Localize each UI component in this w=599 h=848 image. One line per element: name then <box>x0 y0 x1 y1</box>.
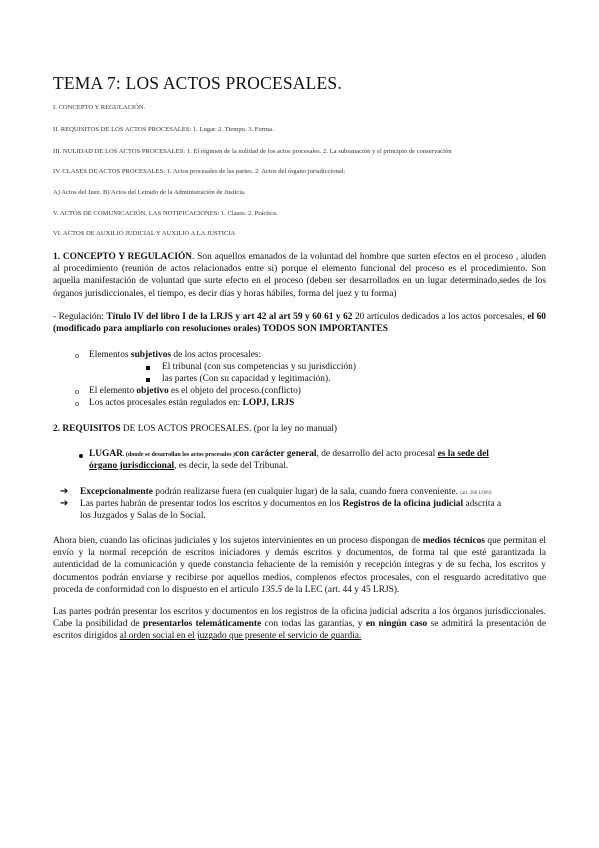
page-title: TEMA 7: LOS ACTOS PROCESALES. <box>53 73 342 93</box>
regulation-label: - Regulación: <box>53 312 107 322</box>
bullet-bold: objetivo <box>136 386 169 396</box>
bullet-bold: LOPJ, LRJS <box>242 398 295 408</box>
arrow-item-text: Las partes habrán de presentar todos los escritos y documentos en los <box>80 499 343 509</box>
section-2-heading-rest: DE LOS ACTOS PROCESALES. (por la ley no manual) <box>120 424 338 434</box>
lugar-note: . (donde se desarrollan los actos procesales ) <box>122 452 235 458</box>
arrow-item-2-cont: los Juzgados y Salas de lo Social. <box>80 511 206 521</box>
sub-bullet-partes: las partes (Con su capacidad y legitimación). <box>162 374 331 384</box>
section-2-heading: REQUISITOS <box>62 424 121 434</box>
bullet-regulated <box>89 398 294 408</box>
paragraph-text: se admitirá la presentación de escritos dirigidos <box>53 619 546 642</box>
section-2-heading-row <box>53 424 337 434</box>
lugar-text: , de desarrollo del acto procesal <box>316 449 438 459</box>
bullet-circle: o <box>75 351 79 360</box>
regulation-paragraph <box>53 311 546 335</box>
bullet-text: Elementos <box>89 350 131 360</box>
sub-bullet-tribunal: El tribunal (con sus competencias y su jurisdicción) <box>162 362 356 372</box>
bullet-circle: o <box>75 387 79 396</box>
bullet-text: es el objeto del proceso.(conflicto) <box>168 386 301 396</box>
paragraph-italic: 135.5 <box>261 584 283 595</box>
lugar-label: LUGAR <box>89 449 123 459</box>
arrow-item-bold: Registros de la oficina judicial <box>342 499 464 509</box>
lugar-line-1 <box>89 449 489 459</box>
lugar-organo: órgano jurisdiccional <box>89 461 175 471</box>
lugar-text-2: , es decir, la sede del Tribunal. <box>174 461 289 471</box>
regulation-important: el 60 (modificado para ampliarlo con resoluciones orales) TODOS SON IMPORTANTES <box>53 312 546 335</box>
arrow-item-text: adscrita a <box>463 499 502 509</box>
paragraph-underlined: al orden social en el juzgado que presente el servicio de guardia. <box>119 631 362 642</box>
index-item-3: III. NULIDAD DE LOS ACTOS PROCESALES: 1. El régimen de la nulidad de los actos procesales. 2. La subsanación y el principio de conservación <box>53 148 452 155</box>
regulation-text: 20 artículos dedicados a los actos porcesales, <box>354 312 528 322</box>
bullet-text: Los actos procesales están regulados en: <box>89 398 243 408</box>
medios-tecnicos-paragraph <box>53 535 546 596</box>
index-item-7: VI. ACTOS DE AUXILIO JUDICIAL Y AUXILIO A LA JUSTICIA <box>53 230 236 237</box>
lugar-general: con carácter general <box>234 449 317 459</box>
square-bullet <box>146 378 150 382</box>
index-item-6: V. ACTOS DE COMUNICACIÓN. LAS NOTIFICACIONES: 1. Clases. 2. Práctica. <box>53 210 278 217</box>
index-item-2: II. REQUISITOS DE LOS ACTOS PROCESALES: 1. Lugar. 2. Tiempo. 3. Forma. <box>53 126 274 133</box>
section-1-text: . Son aquellos emanados de la voluntad del hombre que surten efectos en el proceso , aluden al procedimiento (reunión de actos relacionados entre si) porque el elemento funcional del proceso es el procedimiento. Son aquella manifestación de voluntad que surte efecto en el proceso (deben ser desarrollados en un lugar determinado,sedes de los órganos jurisdiccionales, el tiempo, es decir días y horas hábiles, forma del juez y tu forma) <box>53 252 547 299</box>
presentacion-paragraph <box>53 606 546 643</box>
arrow-item-2 <box>80 499 501 509</box>
section-1-number: 1. <box>53 252 63 262</box>
index-item-5: A) Actos del Juez. B) Actos del Letrado de la Administración de Justicia. <box>53 189 246 196</box>
paragraph-text: con todas las garantías, y <box>261 619 366 630</box>
bullet-bold: subjetivos <box>130 350 172 360</box>
bullet-dot <box>79 454 83 458</box>
bullet-text: de los actos procesales: <box>171 350 262 360</box>
arrow-item-text: podrán realizarse fuera (en cualquier lugar) de la sala, cuando fuera conveniente. <box>152 487 461 497</box>
section-1-paragraph <box>53 251 546 300</box>
regulation-law: Título IV del libro I de la LRJS y art 42 al art 59 y 60 61 y 62 <box>106 312 355 322</box>
arrow-item-bold: Excepcionalmente <box>80 487 153 497</box>
paragraph-bold: medios técnicos <box>422 536 485 546</box>
bullet-text: El elemento <box>89 386 137 396</box>
bullet-objective <box>89 386 301 396</box>
arrow-icon: ➔ <box>60 498 69 509</box>
paragraph-text: que permitan el envío y la normal recepción de escritos iniciadores y demás escritos y documentos, de forma tal que esté garantizada la autenticidad de la comunicación y quede constancia fehaciente de la remisión y recepción íntegras y de su fecha, los escritos y documentos podrán enviarse y recibirse por aquellos medios, complenos efectos procesales, con el resguardo acreditativo que proceda de conformidad con lo dispuesto en el artículo <box>53 536 546 595</box>
section-2-number: 2. <box>53 424 63 434</box>
index-item-4: IV. CLASES DE ACTOS PROCESALES: 1. Actos procesales de las partes. 2. Actos del órgano jurisdiccional: <box>53 168 346 175</box>
index-item-1: I. CONCEPTO Y REGULACIÓN. <box>53 104 146 111</box>
paragraph-bold: en ningún caso <box>365 619 428 630</box>
paragraph-bold: presentarlos telemáticamente <box>142 619 262 630</box>
paragraph-text: Las partes podrán presentar los escritos y documentos en los registros de la oficina judicial adscrita a los órganos jurisdiccionales. Cabe la posibilidad de <box>53 607 546 630</box>
section-1-heading: CONCEPTO Y REGULACIÓN <box>62 252 193 262</box>
arrow-icon: ➔ <box>60 486 69 497</box>
arrow-item-1 <box>80 487 492 497</box>
lugar-sede: es la sede del <box>437 449 489 459</box>
bullet-circle: o <box>75 399 79 408</box>
paragraph-text: de la LEC (art. 44 y 45 LRJS). <box>282 584 400 595</box>
bullet-subjective <box>89 350 261 360</box>
arrow-item-ref: (art. 268 LOPJ) <box>460 491 492 496</box>
square-bullet <box>146 366 150 370</box>
lugar-line-2 <box>89 461 288 471</box>
paragraph-text: Ahora bien, cuando las oficinas judiciales y los sujetos intervinientes en un proceso dispongan de <box>53 536 423 546</box>
